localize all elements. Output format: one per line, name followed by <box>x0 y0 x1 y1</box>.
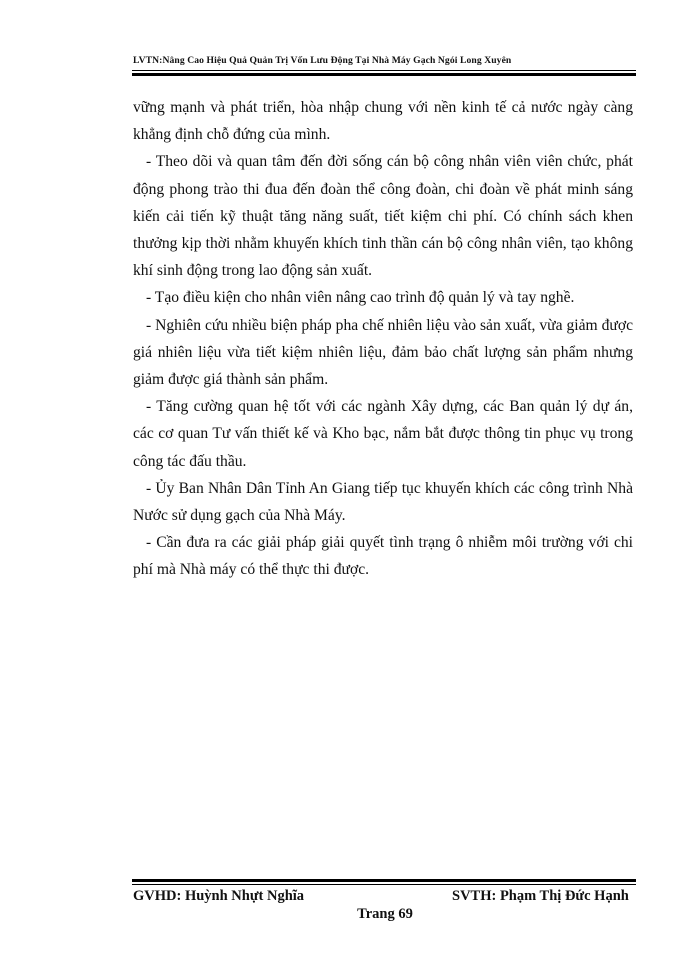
paragraph-bullet: - Tạo điều kiện cho nhân viên nâng cao trình độ quản lý và tay nghề. <box>146 289 575 307</box>
paragraph-bullet: - Nghiên cứu nhiều biện pháp pha chế nhiên liệu vào sản xuất, vừa giảm được giá nhiên liệu vừa tiết kiệm nhiên liệu, đảm bảo chất lượng sản phẩm nhưng giảm được giá thành sản phẩm. <box>133 316 633 389</box>
page-number: Trang 69 <box>357 906 413 922</box>
body-text <box>133 94 633 584</box>
footer-rule-thick <box>132 879 636 882</box>
paragraph-bullet: - Ủy Ban Nhân Dân Tỉnh An Giang tiếp tục khuyến khích các công trình Nhà Nước sử dụng gạch của Nhà Máy. <box>133 479 633 525</box>
header-rule-thin <box>132 70 636 71</box>
header-rule-thick <box>132 73 636 76</box>
paragraph-continuation: vững mạnh và phát triển, hòa nhập chung với nền kinh tế cả nước ngày càng khẳng định chỗ đứng của mình. <box>133 99 633 144</box>
footer-student: SVTH: Phạm Thị Đức Hạnh <box>452 888 629 904</box>
paragraph-bullet: - Tăng cường quan hệ tốt với các ngành Xây dựng, các Ban quản lý dự án, các cơ quan Tư vấn thiết kế và Kho bạc, nắm bắt được thông tin phục vụ trong công tác đấu thầu. <box>133 398 633 470</box>
footer-advisor: GVHD: Huỳnh Nhựt Nghĩa <box>133 888 305 904</box>
footer-rule-thin <box>132 884 636 885</box>
paragraph-bullet: - Theo dõi và quan tâm đến đời sống cán bộ công nhân viên viên chức, phát động phong trào thi đua đến đoàn thể công đoàn, chi đoàn về phát minh sáng kiến cải tiến kỹ thuật tăng năng suất, tiết kiệm chi phí. Có chính sách khen thưởng kịp thời nhằm khuyến khích tinh thần cán bộ công nhân viên, tạo không khí sinh động trong lao động sản xuất. <box>133 153 633 280</box>
paragraph-bullet: - Cần đưa ra các giải pháp giải quyết tình trạng ô nhiễm môi trường với chi phí mà Nhà máy có thể thực thi được. <box>133 534 633 579</box>
header-title: LVTN:Nâng Cao Hiệu Quả Quản Trị Vốn Lưu Động Tại Nhà Máy Gạch Ngói Long Xuyên <box>133 55 512 66</box>
